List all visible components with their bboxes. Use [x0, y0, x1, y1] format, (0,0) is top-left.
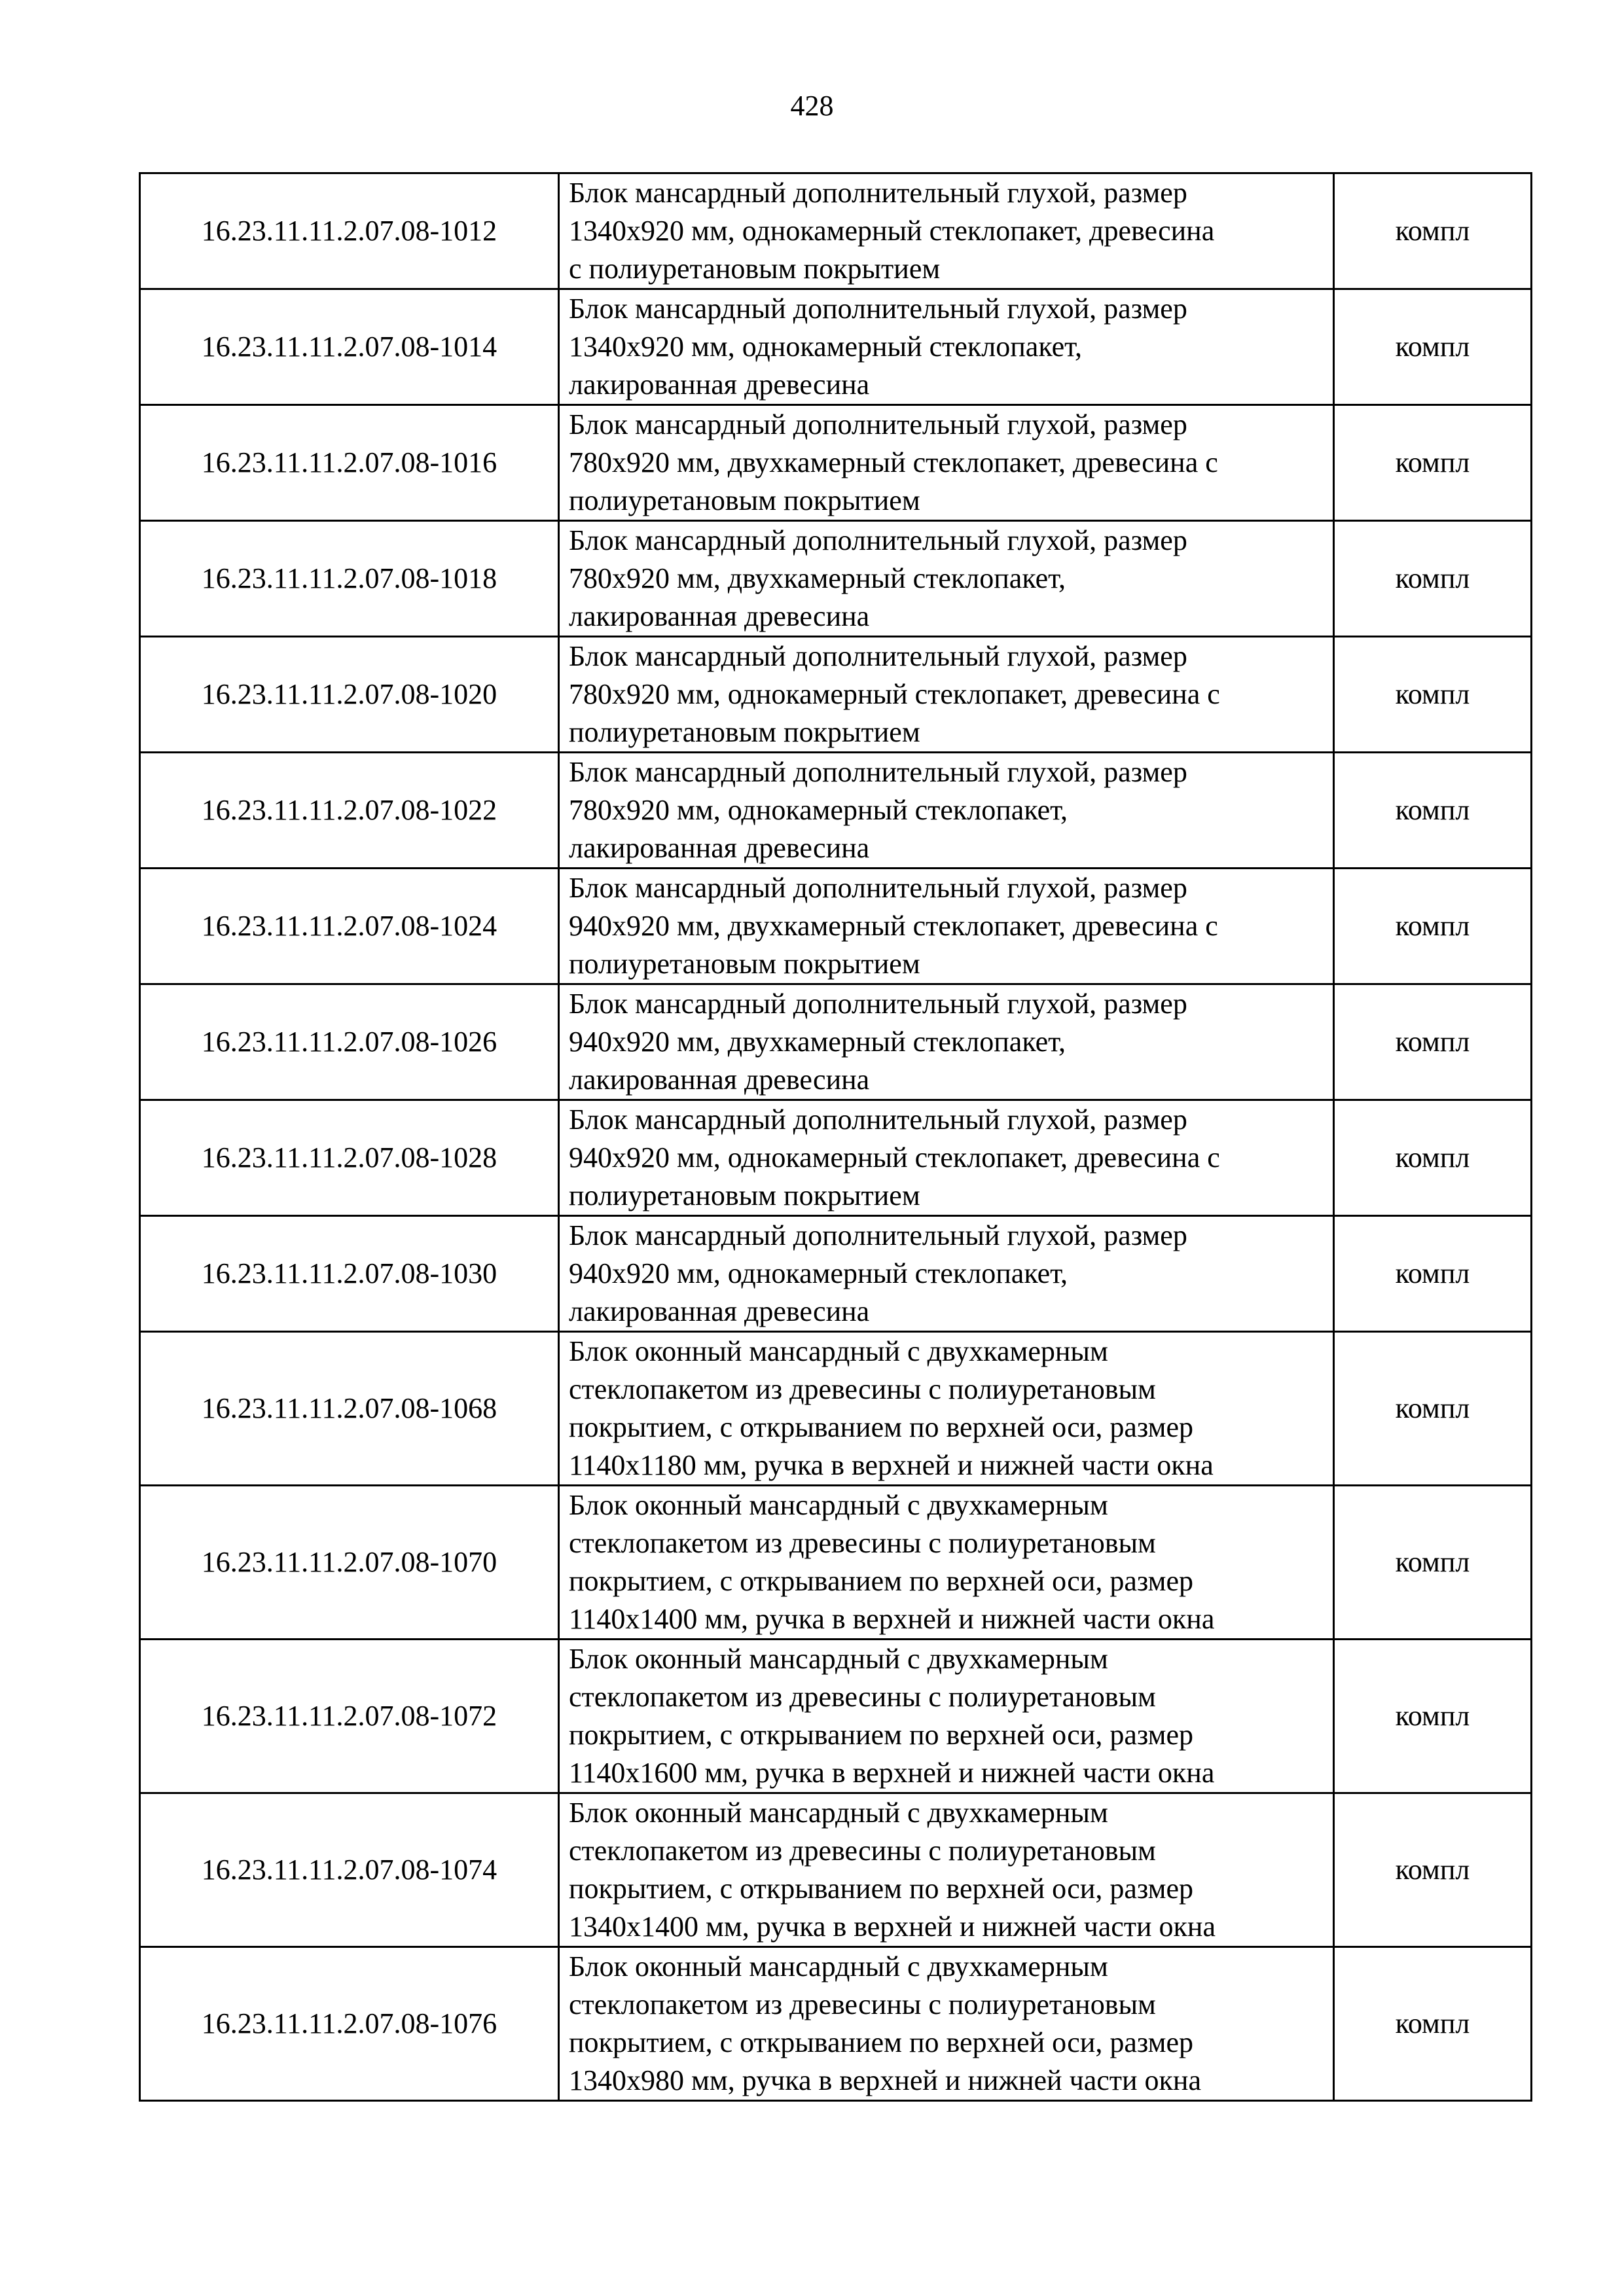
item-unit: компл: [1334, 1793, 1532, 1947]
item-code: 16.23.11.11.2.07.08-1016: [140, 405, 559, 521]
item-code: 16.23.11.11.2.07.08-1024: [140, 869, 559, 984]
table-row: [140, 521, 1532, 637]
item-unit: компл: [1334, 1332, 1532, 1486]
table-row: [140, 1947, 1532, 2101]
item-unit: компл: [1334, 1100, 1532, 1216]
item-unit: компл: [1334, 1486, 1532, 1640]
items-table-body: [140, 173, 1532, 2101]
table-row: [140, 1486, 1532, 1640]
item-unit: компл: [1334, 869, 1532, 984]
item-code: 16.23.11.11.2.07.08-1076: [140, 1947, 559, 2101]
table-row: [140, 289, 1532, 405]
item-description: Блок оконный мансардный с двухкамерным стеклопакетом из древесины с полиуретановым покрытием, с открыванием по верхней оси, размер 1140х1600 мм, ручка в верхней и нижней части окна: [559, 1640, 1334, 1793]
table-row: [140, 173, 1532, 289]
table-row: [140, 1216, 1532, 1332]
item-description: Блок мансардный дополнительный глухой, размер 780х920 мм, однокамерный стеклопакет, лакированная древесина: [559, 753, 1334, 869]
item-description: Блок мансардный дополнительный глухой, размер 1340х920 мм, однокамерный стеклопакет, древесина с полиуретановым покрытием: [559, 173, 1334, 289]
item-unit: компл: [1334, 1216, 1532, 1332]
item-code: 16.23.11.11.2.07.08-1012: [140, 173, 559, 289]
item-code: 16.23.11.11.2.07.08-1022: [140, 753, 559, 869]
table-row: [140, 984, 1532, 1100]
item-code: 16.23.11.11.2.07.08-1072: [140, 1640, 559, 1793]
item-description: Блок оконный мансардный с двухкамерным стеклопакетом из древесины с полиуретановым покрытием, с открыванием по верхней оси, размер 1340х980 мм, ручка в верхней и нижней части окна: [559, 1947, 1334, 2101]
table-row: [140, 1332, 1532, 1486]
item-unit: компл: [1334, 289, 1532, 405]
item-description: Блок оконный мансардный с двухкамерным стеклопакетом из древесины с полиуретановым покрытием, с открыванием по верхней оси, размер 1140х1180 мм, ручка в верхней и нижней части окна: [559, 1332, 1334, 1486]
item-description: Блок мансардный дополнительный глухой, размер 780х920 мм, однокамерный стеклопакет, древесина с полиуретановым покрытием: [559, 637, 1334, 753]
item-unit: компл: [1334, 1640, 1532, 1793]
item-description: Блок мансардный дополнительный глухой, размер 940х920 мм, однокамерный стеклопакет, лакированная древесина: [559, 1216, 1334, 1332]
item-description: Блок мансардный дополнительный глухой, размер 780х920 мм, двухкамерный стеклопакет, древесина с полиуретановым покрытием: [559, 405, 1334, 521]
table-row: [140, 1100, 1532, 1216]
item-code: 16.23.11.11.2.07.08-1026: [140, 984, 559, 1100]
table-row: [140, 1793, 1532, 1947]
item-unit: компл: [1334, 984, 1532, 1100]
page-number: 428: [790, 90, 834, 122]
item-description: Блок оконный мансардный с двухкамерным стеклопакетом из древесины с полиуретановым покрытием, с открыванием по верхней оси, размер 1140х1400 мм, ручка в верхней и нижней части окна: [559, 1486, 1334, 1640]
item-description: Блок мансардный дополнительный глухой, размер 940х920 мм, двухкамерный стеклопакет, лакированная древесина: [559, 984, 1334, 1100]
item-code: 16.23.11.11.2.07.08-1014: [140, 289, 559, 405]
item-description: Блок мансардный дополнительный глухой, размер 940х920 мм, однокамерный стеклопакет, древесина с полиуретановым покрытием: [559, 1100, 1334, 1216]
item-unit: компл: [1334, 521, 1532, 637]
table-row: [140, 405, 1532, 521]
item-unit: компл: [1334, 753, 1532, 869]
item-code: 16.23.11.11.2.07.08-1018: [140, 521, 559, 637]
table-row: [140, 637, 1532, 753]
item-unit: компл: [1334, 1947, 1532, 2101]
item-description: Блок мансардный дополнительный глухой, размер 940х920 мм, двухкамерный стеклопакет, древесина с полиуретановым покрытием: [559, 869, 1334, 984]
item-code: 16.23.11.11.2.07.08-1020: [140, 637, 559, 753]
table-row: [140, 869, 1532, 984]
table-row: [140, 753, 1532, 869]
item-code: 16.23.11.11.2.07.08-1070: [140, 1486, 559, 1640]
item-code: 16.23.11.11.2.07.08-1030: [140, 1216, 559, 1332]
item-unit: компл: [1334, 405, 1532, 521]
item-description: Блок оконный мансардный с двухкамерным стеклопакетом из древесины с полиуретановым покрытием, с открыванием по верхней оси, размер 1340х1400 мм, ручка в верхней и нижней части окна: [559, 1793, 1334, 1947]
item-code: 16.23.11.11.2.07.08-1068: [140, 1332, 559, 1486]
item-description: Блок мансардный дополнительный глухой, размер 780х920 мм, двухкамерный стеклопакет, лакированная древесина: [559, 521, 1334, 637]
table-row: [140, 1640, 1532, 1793]
item-code: 16.23.11.11.2.07.08-1028: [140, 1100, 559, 1216]
item-description: Блок мансардный дополнительный глухой, размер 1340х920 мм, однокамерный стеклопакет, лакированная древесина: [559, 289, 1334, 405]
item-unit: компл: [1334, 173, 1532, 289]
items-table: [139, 172, 1532, 2102]
item-unit: компл: [1334, 637, 1532, 753]
item-code: 16.23.11.11.2.07.08-1074: [140, 1793, 559, 1947]
